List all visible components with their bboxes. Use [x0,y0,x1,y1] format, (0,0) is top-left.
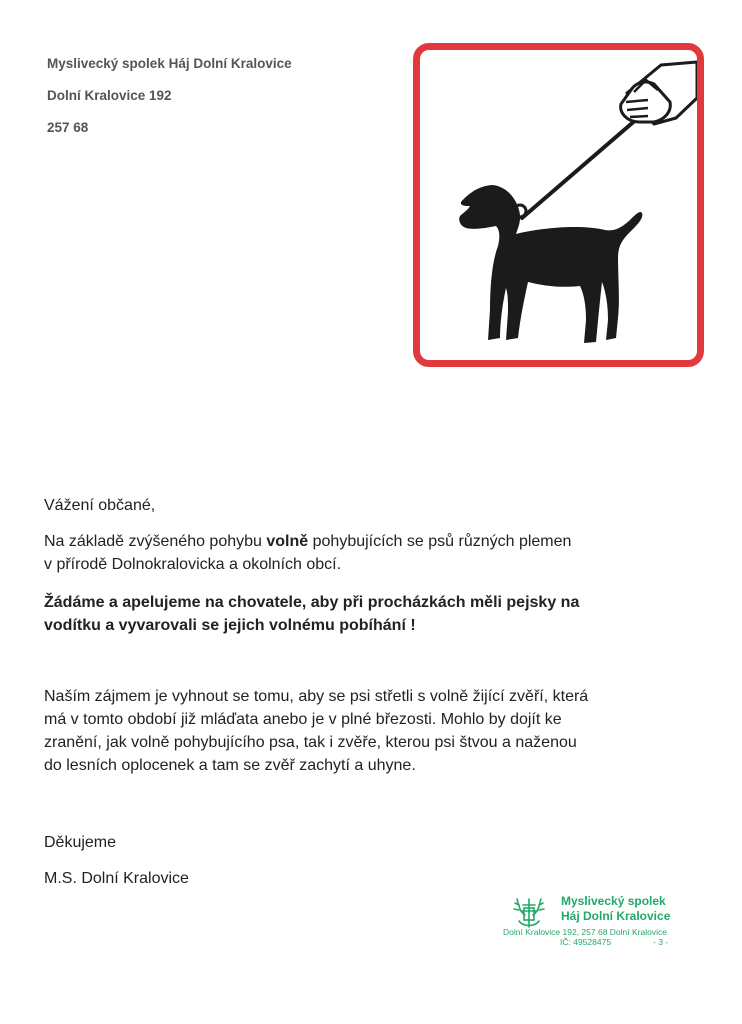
sender-block [47,55,292,151]
paragraph-reason [44,685,684,777]
p3-line1: Naším zájmem je vyhnout se tomu, aby se psi střetli s volně žijící zvěří, která [44,688,589,705]
p2-line2: vodítku a vyvarovali se jejich volnému pobíhání ! [44,617,416,634]
stamp-name-line1: Myslivecký spolek [561,894,666,908]
p1-text-after: pohybujících se psů různých plemen [308,533,572,550]
page-number: - 3 - [653,937,669,947]
paragraph-situation [44,530,684,576]
organization-stamp [503,891,683,957]
p3-line2: má v tomto období již mláďata anebo je v plné březosti. Mohlo by dojít ke [44,711,562,728]
paragraph-request [44,591,684,637]
p1-line2: v přírodě Dolnokralovicka a okolních obcí. [44,556,342,573]
no-loose-dogs-sign [413,43,704,367]
sender-name: Myslivecký spolek Háj Dolní Kralovice [47,56,292,71]
stamp-ic: IČ: 49528475 [560,937,612,947]
sender-address: Dolní Kralovice 192 [47,88,172,103]
closing-thanks: Děkujeme [44,834,117,851]
p1-bold-word: volně [266,533,309,550]
p3-line3: zranění, jak volně pohybujícího psa, tak i zvěře, kterou psi štvou a naženou [44,734,577,751]
p2-line1: Žádáme a apelujeme na chovatele, aby při procházkách měli pejsky na [44,594,580,611]
stamp-address: Dolní Kralovice 192, 257 68 Dolní Kralovice [503,927,667,937]
stamp-name [561,894,670,924]
stamp-name-line2: Háj Dolní Kralovice [561,909,671,923]
p3-line4: do lesních oplocenek a tam se zvěř zachytí a uhyne. [44,757,416,774]
p1-text-before: Na základě zvýšeného pohybu [44,533,267,550]
greeting: Vážení občané, [44,497,156,514]
signature: M.S. Dolní Kralovice [44,870,189,887]
dog-on-leash-icon [420,50,697,360]
sender-zip: 257 68 [47,120,89,135]
